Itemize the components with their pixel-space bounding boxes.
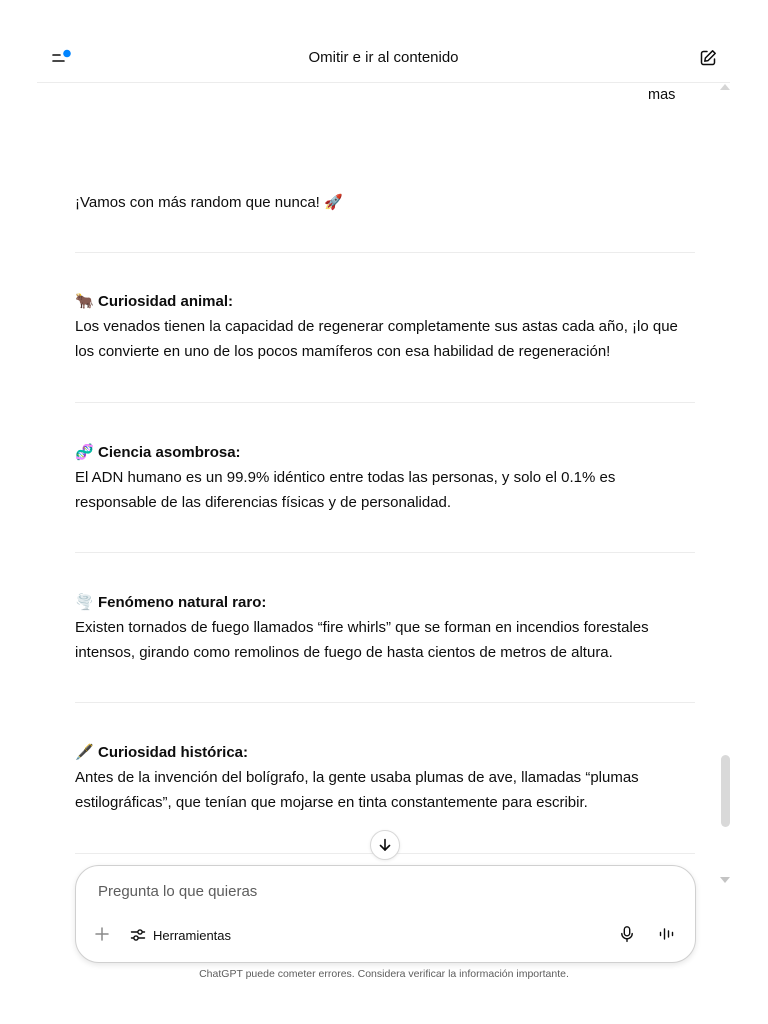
fact-body: Existen tornados de fuego llamados “fire whirls” que se forman en incendios forestales intensos, girando como remolinos de fuego de hasta cientos de metros de altura.: [75, 619, 649, 661]
fact-block: [75, 289, 695, 364]
fact-heading: Curiosidad animal:: [98, 293, 234, 310]
fact-heading: Ciencia asombrosa:: [98, 444, 241, 461]
tornado-emoji-icon: 🌪️: [75, 593, 94, 611]
divider: [75, 252, 695, 253]
skip-to-content-link[interactable]: Omitir e ir al contenido: [308, 49, 459, 66]
conversation-scroll-area[interactable]: [0, 83, 768, 863]
fact-block: [75, 440, 695, 515]
dictate-button[interactable]: [618, 925, 636, 943]
disclaimer-text: ChatGPT puede cometer errores. Considera verificar la información importante.: [199, 968, 569, 980]
new-chat-icon: [698, 48, 718, 68]
fact-body: Antes de la invención del bolígrafo, la gente usaba plumas de ave, llamadas “plumas estilográficas”, que tenían que mojarse en tinta constantemente para escribir.: [75, 769, 639, 811]
microphone-icon: [618, 925, 636, 943]
sliders-icon: [130, 927, 146, 943]
divider: [75, 552, 695, 553]
fact-body: El ADN humano es un 99.9% idéntico entre todas las personas, y solo el 0.1% es responsable de las diferencias físicas y de personalidad.: [75, 469, 616, 511]
ox-emoji-icon: 🐂: [75, 292, 94, 310]
fact-block: [75, 740, 695, 815]
user-message-tail: mas: [648, 87, 676, 103]
divider: [75, 402, 695, 403]
scroll-to-bottom-button[interactable]: [370, 830, 400, 860]
fact-body: Los venados tienen la capacidad de regenerar completamente sus astas cada año, ¡lo que los convierte en uno de los pocos mamíferos con esa habilidad de regeneración!: [75, 318, 678, 360]
fact-heading: Curiosidad histórica:: [98, 744, 249, 761]
scrollbar-down-arrow[interactable]: [720, 877, 730, 883]
arrow-down-icon: [377, 837, 393, 853]
dna-emoji-icon: 🧬: [75, 443, 94, 461]
divider: [75, 702, 695, 703]
scrollbar-thumb[interactable]: [721, 755, 730, 827]
voice-mode-button[interactable]: [658, 926, 676, 942]
voice-waveform-icon: [658, 926, 676, 942]
top-header: [37, 33, 730, 83]
plus-icon: [94, 926, 110, 942]
scrollbar-up-arrow[interactable]: [720, 84, 730, 90]
pen-emoji-icon: 🖋️: [75, 743, 94, 761]
fact-heading: Fenómeno natural raro:: [98, 594, 267, 611]
new-chat-button[interactable]: [698, 48, 718, 68]
assistant-intro: ¡Vamos con más random que nunca! 🚀: [75, 194, 343, 211]
prompt-input[interactable]: [96, 882, 660, 901]
message-composer: [75, 865, 696, 963]
tools-button[interactable]: [130, 925, 231, 945]
add-attachment-button[interactable]: [94, 926, 110, 942]
tools-label: Herramientas: [153, 927, 232, 943]
fact-block: [75, 590, 695, 665]
